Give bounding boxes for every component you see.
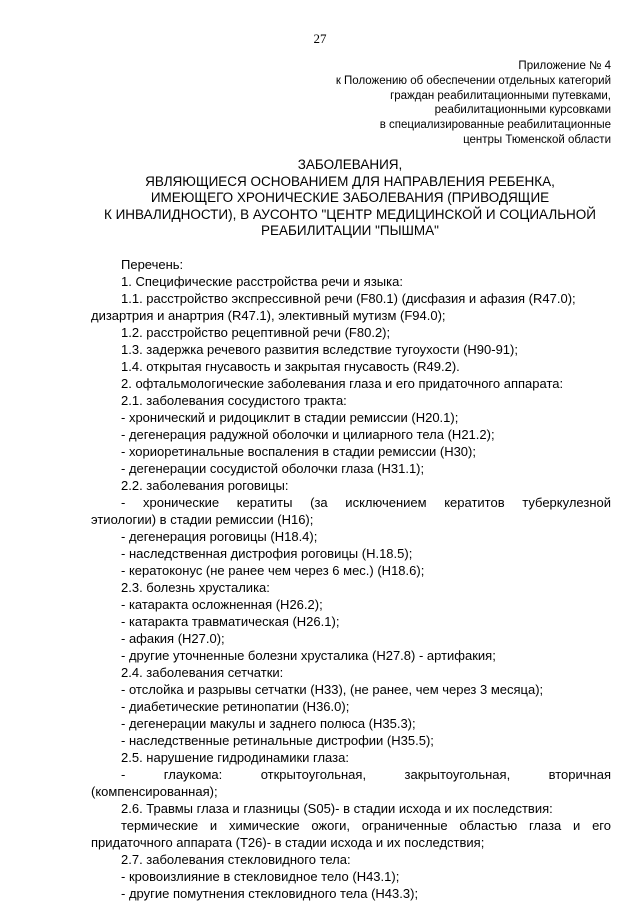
list-item: - хронические кератиты (за исключением кератитов туберкулезной [121, 495, 611, 510]
list-item: - отслойка и разрывы сетчатки (H33), (не ранее, чем через 3 месяца); [121, 682, 544, 697]
list-item: - кератоконус (не ранее чем через 6 мес.) (H18.6); [121, 563, 425, 578]
subsection-heading: 2.7. заболевания стекловидного тела: [121, 852, 351, 867]
list-item: этиологии) в стадии ремиссии (H16); [91, 512, 314, 527]
document-body [91, 256, 611, 902]
list-item: - наследственная дистрофия роговицы (H.18.5); [121, 546, 413, 561]
list-item: придаточного аппарата (T26)- в стадии исхода и их последствия; [91, 835, 485, 850]
list-item: - наследственные ретинальные дистрофии (H35.5); [121, 733, 434, 748]
appendix-line: в специализированные реабилитационные [379, 119, 611, 132]
title-line: К ИНВАЛИДНОСТИ), В АУСОНТО "ЦЕНТР МЕДИЦИНСКОЙ И СОЦИАЛЬНОЙ [103, 206, 597, 222]
title-line: ИМЕЮЩЕГО ХРОНИЧЕСКИЕ ЗАБОЛЕВАНИЯ (ПРИВОДЯЩИЕ [150, 190, 550, 206]
appendix-header [336, 59, 611, 148]
title-line: ЗАБОЛЕВАНИЯ, [297, 157, 403, 172]
list-item: - дегенерации макулы и заднего полюса (H35.3); [121, 716, 416, 731]
subsection-heading: 2.4. заболевания сетчатки: [121, 665, 284, 680]
list-item: - хориоретинальные воспаления в стадии ремиссии (H30); [121, 444, 476, 459]
page-number: 27 [313, 31, 327, 46]
title-line: РЕАБИЛИТАЦИИ "ПЫШМА" [261, 223, 439, 239]
appendix-line: граждан реабилитационными путевками, [390, 89, 611, 102]
appendix-line: реабилитационными курсовками [434, 104, 611, 117]
title-line: ЯВЛЯЮЩИЕСЯ ОСНОВАНИЕМ ДЛЯ НАПРАВЛЕНИЯ РЕБЕНКА, [145, 173, 555, 189]
subsection-heading: 2.5. нарушение гидродинамики глаза: [121, 750, 349, 765]
list-item: дизартрия и анартрия (R47.1), элективный мутизм (F94.0); [91, 308, 446, 323]
subsection-heading: 2.6. Травмы глаза и глазницы (S05)- в стадии исхода и их последствия: [121, 801, 553, 816]
list-item: - дегенерация радужной оболочки и цилиарного тела (H21.2); [121, 427, 495, 442]
list-item: - другие уточненные болезни хрусталика (H27.8) - артифакия; [121, 648, 496, 663]
list-item: - катаракта осложненная (H26.2); [121, 597, 323, 612]
list-item: (компенсированная); [91, 784, 218, 799]
list-item: - глаукома: открытоугольная, закрытоугольная, вторичная [121, 767, 611, 782]
appendix-line: Приложение № 4 [518, 60, 611, 72]
list-item: 1.1. расстройство экспрессивной речи (F80.1) (дисфазия и афазия (R47.0); [121, 291, 576, 306]
list-item: - кровоизлияние в стекловидное тело (H43.1); [121, 869, 400, 884]
list-item: - другие помутнения стекловидного тела (H43.3); [121, 886, 419, 901]
appendix-line: центры Тюменской области [463, 133, 611, 146]
document-title [90, 157, 610, 240]
list-item: 1.4. открытая гнусавость и закрытая гнусавость (R49.2). [121, 359, 460, 374]
list-item: - дегенерации сосудистой оболочки глаза (H31.1); [121, 461, 425, 476]
list-item: термические и химические ожоги, ограниченные областью глаза и его [121, 818, 611, 833]
list-heading: Перечень: [121, 257, 184, 272]
list-item: - катаракта травматическая (H26.1); [121, 614, 340, 629]
section-heading: 1. Специфические расстройства речи и языка: [121, 274, 403, 289]
list-item: - хронический и ридоциклит в стадии ремиссии (H20.1); [121, 410, 459, 425]
appendix-line: к Положению об обеспечении отдельных категорий [335, 74, 611, 87]
list-item: - афакия (H27.0); [121, 631, 225, 646]
list-item: - диабетические ретинопатии (H36.0); [121, 699, 350, 714]
subsection-heading: 2.3. болезнь хрусталика: [121, 580, 270, 595]
section-heading: 2. офтальмологические заболевания глаза и его придаточного аппарата: [121, 376, 564, 391]
subsection-heading: 2.2. заболевания роговицы: [121, 478, 289, 493]
subsection-heading: 2.1. заболевания сосудистого тракта: [121, 393, 347, 408]
list-item: 1.2. расстройство рецептивной речи (F80.2); [121, 325, 391, 340]
list-item: 1.3. задержка речевого развития вследствие тугоухости (H90-91); [121, 342, 518, 357]
list-item: - дегенерация роговицы (H18.4); [121, 529, 318, 544]
